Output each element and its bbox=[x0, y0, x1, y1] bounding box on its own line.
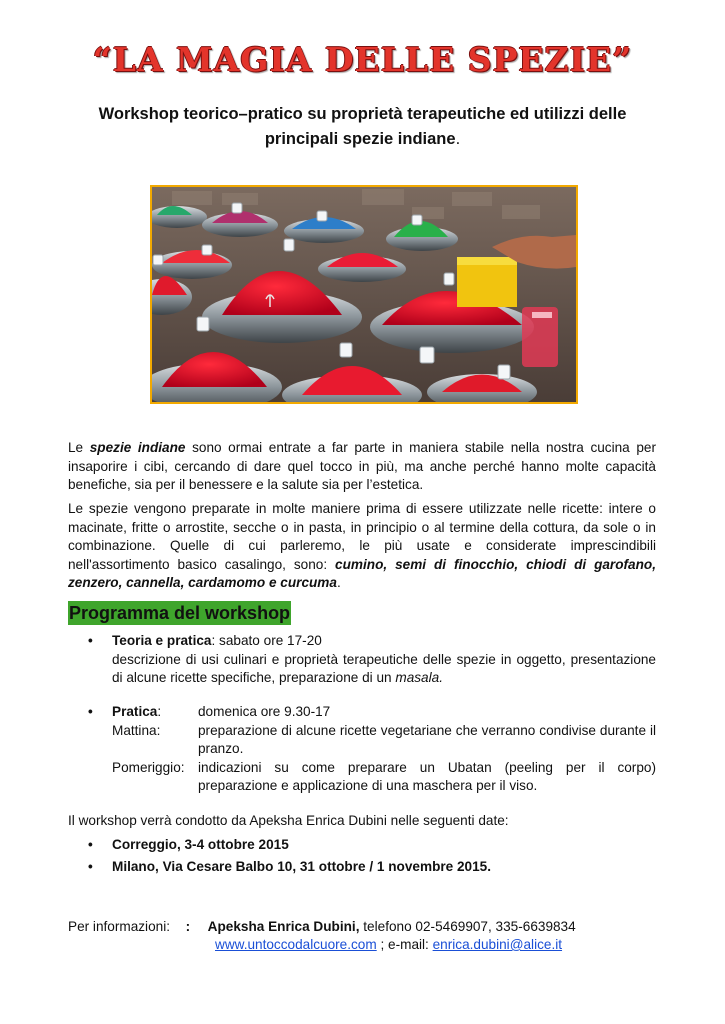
contact-phone: telefono 02-5469907, 335-6639834 bbox=[359, 919, 576, 934]
subtitle-dot: . bbox=[455, 130, 461, 148]
intro-p1-prefix: Le bbox=[68, 440, 90, 455]
program-item-1-desc bbox=[112, 651, 656, 688]
afternoon-desc: indicazioni su come preparare un Ubatan (peeling per il corpo) preparazione e applicazione di una maschera per il viso. bbox=[198, 759, 656, 793]
info-separator: : bbox=[185, 919, 191, 934]
spices-photo bbox=[150, 185, 578, 404]
bullet: • bbox=[88, 859, 93, 874]
intro-paragraph-2 bbox=[68, 500, 656, 593]
flyer-subtitle bbox=[60, 102, 665, 152]
info-label: Per informazioni: bbox=[68, 919, 170, 934]
program-item-2-label: Pratica bbox=[112, 704, 158, 719]
program-item-1-desc-text: descrizione di usi culinari e proprietà terapeutiche delle spezie in oggetto, presentazione di alcune ricette specifiche, preparazione di un bbox=[112, 651, 656, 685]
subtitle-line-2 bbox=[60, 127, 665, 152]
intro-p1-text: sono ormai entrate a far parte in maniera stabile nella nostra cucina per insaporire i cibi, cercando di dare quel tocco in più, ma anche perché hanno molte capacità benefiche, sia per il benessere e la salute sia per l’estetica. bbox=[68, 440, 656, 492]
program-item-2-time: domenica ore 9.30-17 bbox=[198, 704, 331, 719]
email-link[interactable]: enrica.dubini@alice.it bbox=[432, 937, 563, 952]
intro-p2-text: Le spezie vengono preparate in molte maniere prima di essere utilizzate nelle ricette: intere o macinate, fritte o arrostite, secche o in pasta, in principio o al termine della cottura, da sole o in combinazione. Quelle di cui parleremo, le più usate e considerate imprescindibili nell'assortimento basico casalingo, sono: bbox=[68, 501, 656, 572]
date-item-text: Correggio, 3-4 ottobre 2015 bbox=[112, 837, 289, 852]
morning-desc: preparazione di alcune ricette vegetariane che verranno condivise durante il pranzo. bbox=[198, 722, 656, 756]
program-heading: Programma del workshop bbox=[69, 603, 291, 623]
subtitle-line-2-text: principali spezie indiane bbox=[264, 130, 456, 148]
flyer-title: “LA MAGIA DELLE SPEZIE” bbox=[92, 40, 633, 79]
program-item-1-desc-em: masala. bbox=[395, 670, 443, 685]
morning-label: Mattina: bbox=[112, 722, 161, 738]
spice-bowls-illustration bbox=[152, 187, 576, 402]
afternoon-label: Pomeriggio: bbox=[112, 759, 185, 775]
program-item-theory bbox=[68, 632, 656, 688]
bullet: • bbox=[88, 837, 93, 852]
email-label: ; e-mail: bbox=[376, 937, 433, 952]
date-item bbox=[68, 834, 656, 856]
contact-info bbox=[68, 918, 576, 937]
date-item bbox=[68, 856, 656, 878]
program-item-1-label: Teoria e pratica bbox=[112, 633, 212, 648]
program-item-2-colon: : bbox=[157, 704, 162, 719]
conduct-text: Il workshop verrà condotto da Apeksha Enrica Dubini nelle seguenti date: bbox=[68, 813, 509, 828]
dates-list bbox=[68, 834, 656, 878]
bullet: • bbox=[88, 633, 93, 648]
intro-p1-emphasis: spezie indiane bbox=[89, 440, 186, 455]
bullet: • bbox=[88, 704, 93, 719]
spice-list: cumino, semi di finocchio, chiodi di garofano, zenzero, cannella, cardamomo e curcuma bbox=[68, 556, 656, 590]
intro-paragraph-1 bbox=[68, 439, 656, 495]
program-item-practice bbox=[68, 703, 656, 796]
intro-p2-end: . bbox=[336, 575, 341, 590]
subtitle-line-1: Workshop teorico–pratico su proprietà terapeutiche ed utilizzi delle bbox=[98, 105, 627, 123]
website-link[interactable]: www.untoccodalcuore.com bbox=[215, 937, 377, 952]
date-item-text: Milano, Via Cesare Balbo 10, 31 ottobre / 1 novembre 2015. bbox=[112, 859, 492, 874]
contact-name: Apeksha Enrica Dubini, bbox=[207, 919, 360, 934]
program-item-1-time: : sabato ore 17-20 bbox=[211, 633, 322, 648]
contact-links bbox=[215, 936, 562, 955]
